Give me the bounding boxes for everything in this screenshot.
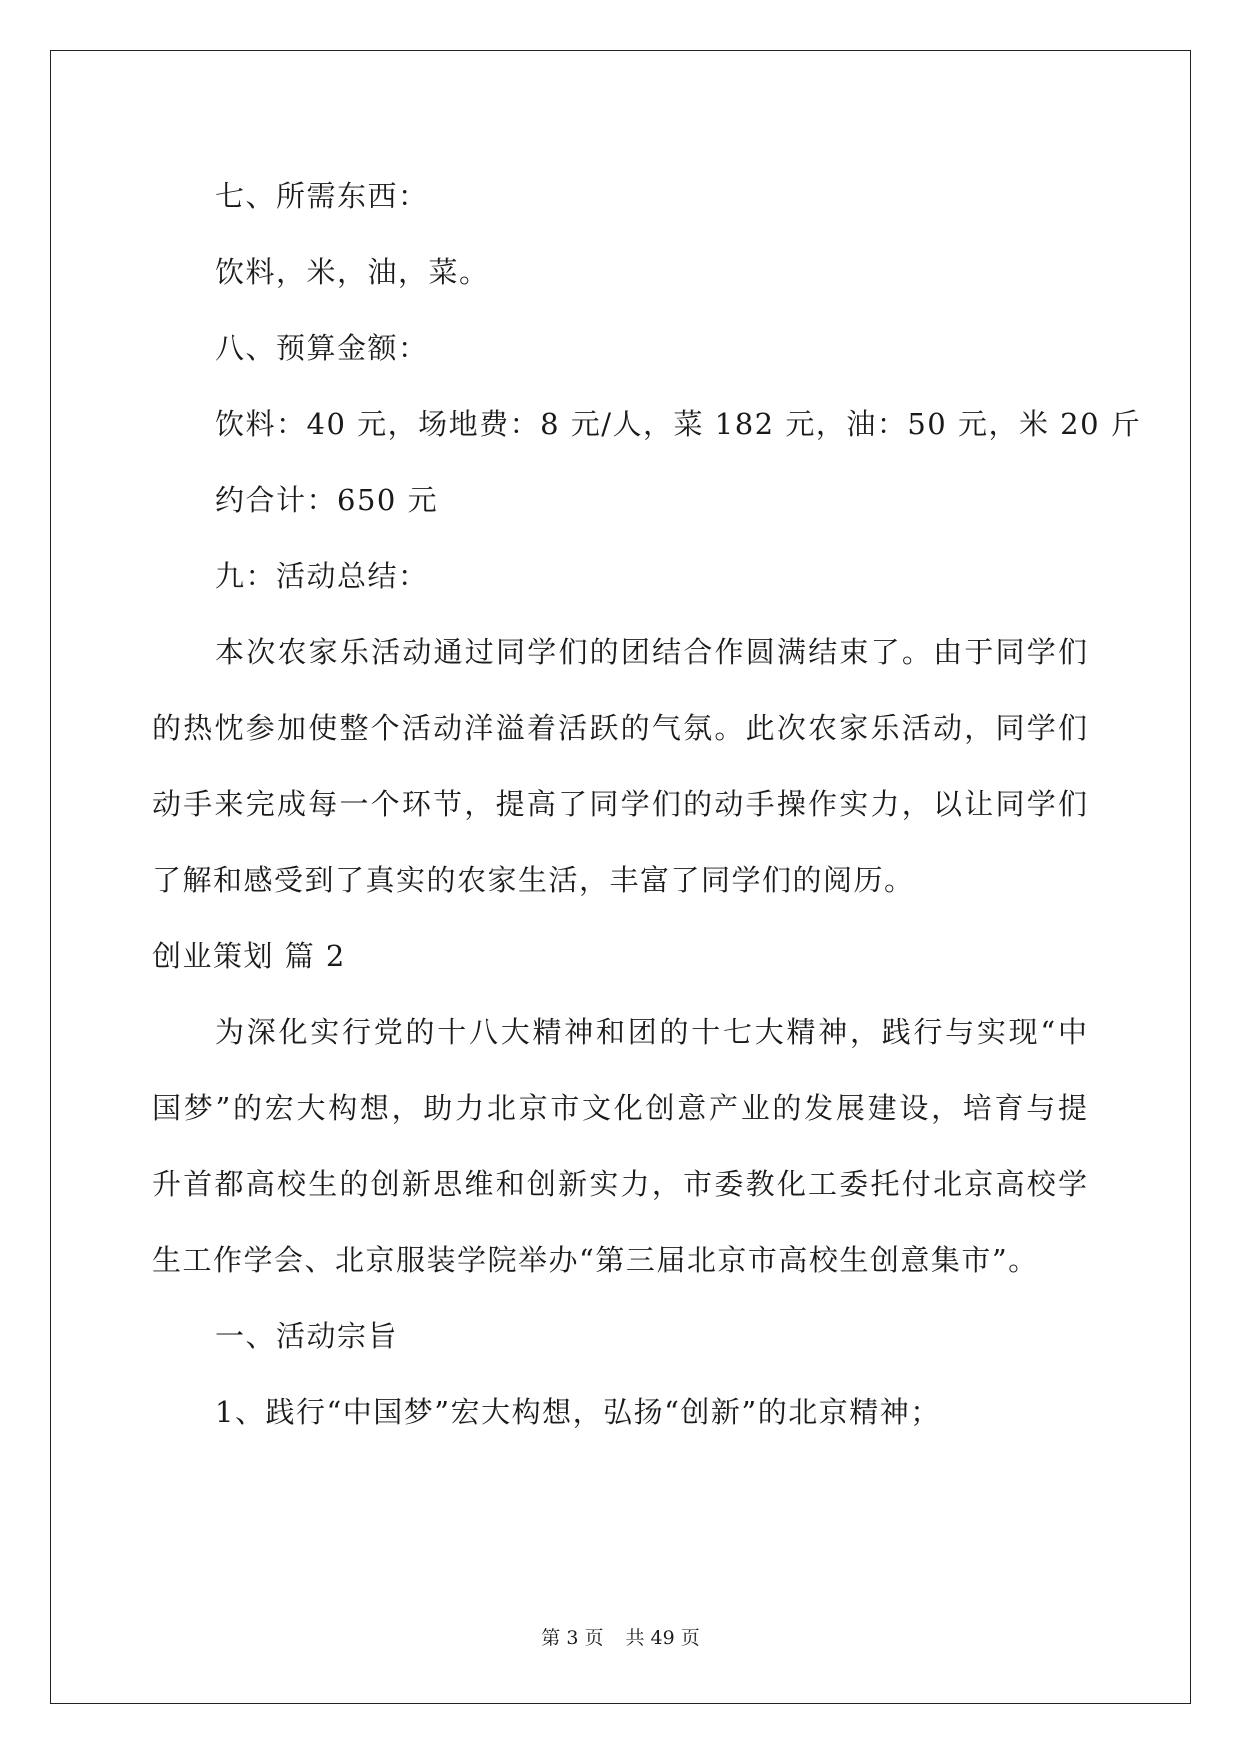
paragraph-line: 升首都高校生的创新思维和创新实力，市委教化工委托付北京高校学 [152,1167,1087,1201]
paragraph-line: 本次农家乐活动通过同学们的团结合作圆满结束了。由于同学们 [215,635,1087,669]
paragraph-line: 的热忱参加使整个活动洋溢着活跃的气氛。此次农家乐活动，同学们 [152,711,1087,745]
paragraph-line: 生工作学会、北京服装学院举办“第三届北京市高校生创意集市”。 [152,1243,1039,1277]
paragraph-line: 饮料，米，油，菜。 [215,255,490,289]
page-number: 第 3 页 [541,1627,604,1649]
page-footer [0,1626,1241,1650]
section-heading-summary: 九：活动总结： [215,559,429,593]
section-heading-budget: 八、预算金额： [215,331,429,365]
paragraph-line: 国梦”的宏大构想，助力北京市文化创意产业的发展建设，培育与提 [152,1091,1087,1125]
list-item: 1、践行“中国梦”宏大构想，弘扬“创新”的北京精神； [215,1395,941,1429]
paragraph-line: 动手来完成每一个环节，提高了同学们的动手操作实力，以让同学们 [152,787,1087,821]
paragraph-line: 为深化实行党的十八大精神和团的十七大精神，践行与实现“中 [215,1015,1087,1049]
page-total: 共 49 页 [625,1627,700,1649]
paragraph-line: 饮料：40 元，场地费：8 元/人，菜 182 元，油：50 元，米 20 斤 [215,407,1142,441]
article-title: 创业策划 篇 2 [152,939,346,973]
paragraph-line: 约合计：650 元 [215,483,439,517]
section-heading-needed-items: 七、所需东西： [215,179,429,213]
paragraph-line: 了解和感受到了真实的农家生活，丰富了同学们的阅历。 [152,863,915,897]
section-heading-purpose: 一、活动宗旨 [215,1319,399,1353]
